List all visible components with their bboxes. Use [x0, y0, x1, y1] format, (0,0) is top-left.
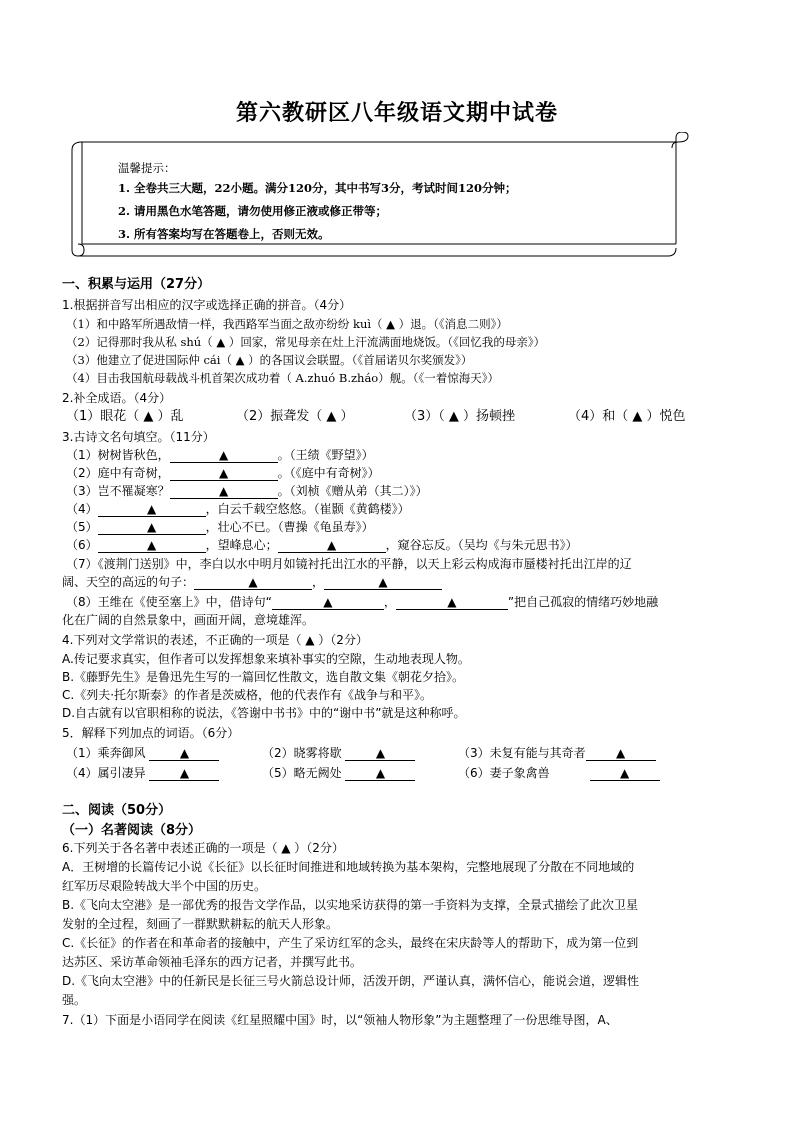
question-item: （1）和中路军所遇敌情一样，我西路军当面之敌亦纷纷 kuì（ ▲ ）退。（《消息二则》）	[66, 317, 508, 331]
tips-item: 3. 所有答案均写在答题卷上，否则无效。	[118, 227, 330, 241]
option-item: D.《飞向太空港》中的任新民是长征三号火箭总设计师，活泼开朗，严谨认真，满怀信心，能说会道，逻辑性	[62, 974, 640, 988]
answer-blank[interactable]: ▲	[149, 746, 219, 761]
answer-blank[interactable]: ▲	[590, 766, 660, 781]
answer-blank[interactable]: ▲	[272, 595, 384, 610]
poem-text: ”把自己孤寂的情绪巧妙地融	[507, 595, 659, 609]
tips-item: 2. 请用黑色水笔答题，请勿使用修正液或修正带等；	[118, 204, 388, 218]
option-item: C.《列夫·托尔斯泰》的作者是茨威格，他的代表作有《战争与和平》。	[62, 688, 433, 702]
answer-blank[interactable]: ▲	[586, 746, 656, 761]
question-stem: 6.下列关于各名著中表述正确的一项是（ ▲ ）（2分）	[62, 841, 344, 855]
word-item	[66, 765, 219, 781]
tips-item: 1. 全卷共三大题，22小题。满分120分，其中书写3分，考试时间120分钟；	[118, 181, 517, 195]
answer-blank[interactable]: ▲	[170, 466, 278, 481]
option-item: C.《长征》的作者在和革命者的接触中，产生了采访红军的念头，最终在宋庆龄等人的帮助下，成为第一位到	[62, 936, 639, 950]
answer-blank[interactable]: ▲	[149, 766, 219, 781]
word-text: （3）未复有能与其奇者	[458, 746, 586, 760]
poem-text: 。（刘桢《赠从弟（其二）》）	[277, 484, 428, 498]
option-item: B.《藤野先生》是鲁迅先生写的一篇回忆性散文，选自散文集《朝花夕拾》。	[62, 670, 465, 684]
question-stem: 3.古诗文名句填空。（11分）	[62, 430, 215, 444]
poem-text: （2）庭中有奇树，	[66, 466, 170, 480]
poem-line: （7）《渡荆门送别》中，李白以水中明月如镜衬托出江水的平静，以天上彩云构成海市蜃楼衬托出江岸的辽	[66, 557, 632, 571]
poem-line	[66, 447, 374, 463]
option-item: 达苏区、采访革命领袖毛泽东的西方记者，并撰写此书。	[62, 955, 363, 969]
poem-text: ，	[312, 575, 325, 589]
word-text: （6）妻子象禽兽	[458, 766, 550, 780]
poem-line	[66, 465, 380, 481]
answer-blank[interactable]: ▲	[324, 575, 442, 590]
word-text: （4）属引凄异	[66, 766, 146, 780]
option-item: B.《飞向太空港》是一部优秀的报告文学作品，以实地采访获得的第一手资料为支撑，全景式描绘了此次卫星	[62, 898, 639, 912]
page-title: 第六教研区八年级语文期中试卷	[235, 100, 558, 126]
question-stem: 4.下列对文学常识的表述，不正确的一项是（ ▲ ）（2分）	[62, 633, 368, 647]
option-item: 红军历尽艰险转战大半个中国的历史。	[62, 879, 267, 893]
poem-line	[66, 519, 374, 535]
question-item: （4）目击我国航母载战斗机首架次成功着（ A.zhuó B.zháo）舰。（《一着惊海天》）	[66, 371, 499, 385]
idiom-item: （2）振聋发（ ▲ ）	[236, 409, 354, 424]
word-text: （5）略无阙处	[262, 766, 342, 780]
word-item	[458, 765, 660, 781]
section-heading: 二、阅读（50分）	[62, 803, 172, 818]
idiom-item: （1）眼花（ ▲ ）乱	[66, 409, 184, 424]
question-stem: 7.（1）下面是小语同学在阅读《红星照耀中国》时，以“领袖人物形象”为主题整理了一份思维导图，A、	[62, 1013, 618, 1027]
poem-line: 化在广阔的自然景象中，画面开阔，意境雄浑。	[62, 613, 315, 627]
poem-text: ，	[383, 595, 396, 609]
word-item	[458, 745, 656, 761]
option-item: 强。	[62, 993, 87, 1007]
answer-blank[interactable]: ▲	[98, 520, 206, 535]
question-item: （2）记得那时我从私 shú（ ▲ ）回家，常见母亲在灶上汗流满面地烧饭。（《回忆我的母亲》）	[66, 335, 546, 349]
poem-line	[62, 574, 442, 590]
poem-text: ，壮心不已。（曹操《龟虽寿》）	[205, 520, 374, 534]
poem-line	[66, 483, 428, 499]
option-item: A.传记要求真实，但作者可以发挥想象来填补事实的空隙，生动地表现人物。	[62, 652, 470, 666]
answer-blank[interactable]: ▲	[278, 538, 386, 553]
answer-blank[interactable]: ▲	[194, 575, 312, 590]
option-item: A．王树增的长篇传记小说《长征》以长征时间推进和地域转换为基本架构，完整地展现了分散在不同地域的	[62, 860, 635, 874]
poem-text: （6）	[66, 538, 98, 552]
poem-text: （8）王维在《使至塞上》中，借诗句“	[66, 595, 272, 609]
question-stem: 5．解释下列加点的词语。（6分）	[62, 726, 240, 740]
poem-line	[66, 501, 410, 517]
poem-text: 。（《庭中有奇树》）	[277, 466, 380, 480]
answer-blank[interactable]: ▲	[170, 448, 278, 463]
section-heading: 一、积累与运用（27分）	[62, 277, 211, 292]
answer-blank[interactable]: ▲	[98, 538, 206, 553]
idiom-item: （4）和（ ▲ ）悦色	[568, 409, 686, 424]
poem-text: 阔、天空的高远的句子：	[62, 575, 195, 589]
word-text: （2）晓雾将歇	[262, 746, 342, 760]
poem-text: （3）岂不罹凝寒？	[66, 484, 170, 498]
word-item	[262, 745, 415, 761]
poem-text: ，白云千载空悠悠。（崔颢《黄鹤楼》）	[205, 502, 410, 516]
poem-text: 。（王绩《野望》）	[277, 448, 374, 462]
subsection-heading: （一）名著阅读（8分）	[62, 823, 202, 838]
poem-text: ，望峰息心；	[205, 538, 278, 552]
answer-blank[interactable]: ▲	[345, 746, 415, 761]
question-item: （3）他建立了促进国际仲 cái（ ▲ ）的各国议会联盟。（《首届诺贝尔奖颁发》）	[66, 353, 473, 367]
poem-line	[66, 594, 658, 610]
answer-blank[interactable]: ▲	[396, 595, 508, 610]
poem-text: （4）	[66, 502, 98, 516]
word-item	[66, 745, 219, 761]
poem-text: ，窥谷忘反。（吴均《与朱元思书》）	[385, 538, 578, 552]
question-stem: 2.补全成语。（4分）	[62, 391, 172, 405]
tips-heading: 温馨提示：	[118, 161, 176, 175]
answer-blank[interactable]: ▲	[345, 766, 415, 781]
option-item: 发射的全过程，刻画了一群默默耕耘的航天人形象。	[62, 917, 339, 931]
poem-text: （5）	[66, 520, 98, 534]
answer-blank[interactable]: ▲	[98, 502, 206, 517]
answer-blank[interactable]: ▲	[170, 484, 278, 499]
word-item	[262, 765, 415, 781]
option-item: D.自古就有以官职相称的说法，《答谢中书书》中的“谢中书”就是这种称呼。	[62, 706, 466, 720]
word-text: （1）乘奔御风	[66, 746, 146, 760]
idiom-item: （3）（ ▲ ）扬顿挫	[404, 409, 516, 424]
poem-line	[66, 537, 578, 553]
poem-text: （1）树树皆秋色，	[66, 448, 170, 462]
question-stem: 1.根据拼音写出相应的汉字或选择正确的拼音。（4分）	[62, 298, 352, 312]
